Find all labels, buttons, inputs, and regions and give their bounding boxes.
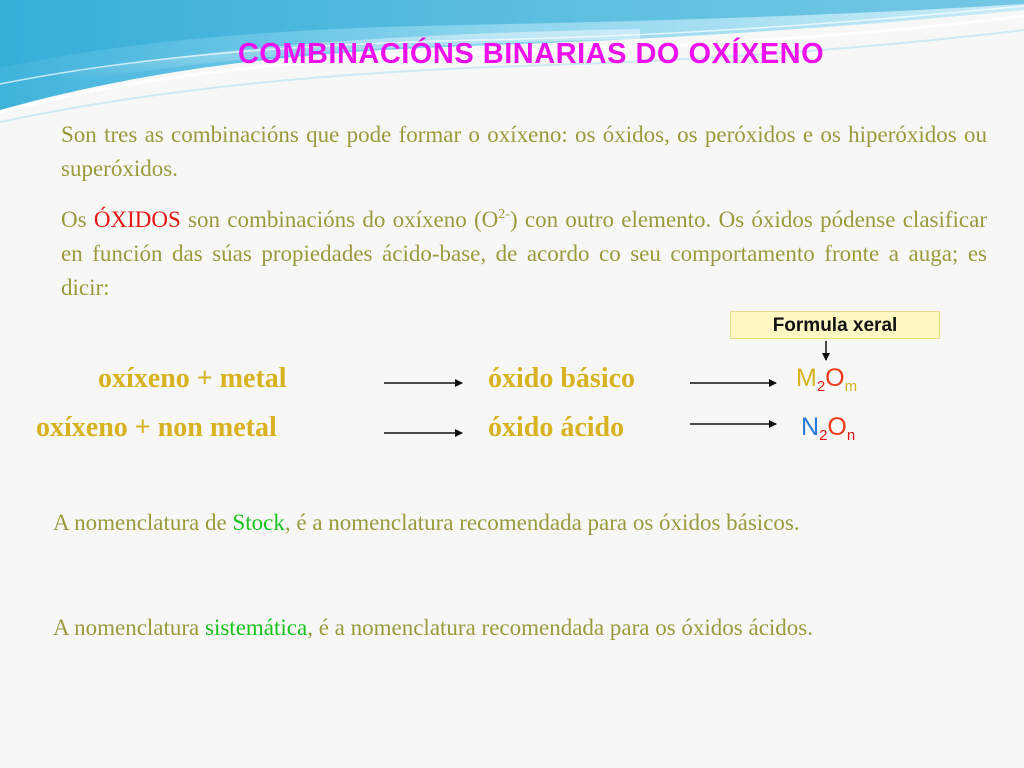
text-segment: ) con outro elemento. Os óxidos pódense clasificar en función das súas propiedades ácido-base, de acordo co seu comportamento fronte a auga; es dicir: [61, 207, 987, 300]
text-segment: Os [61, 207, 94, 232]
formula-element: M [796, 364, 817, 392]
formula-element: N [801, 413, 820, 441]
formula-subscript: 2 [819, 427, 828, 444]
reaction-2-reactants: oxíxeno + non metal [36, 412, 277, 443]
text-segment: son combinacións do oxíxeno (O [180, 207, 499, 232]
oxides-definition-paragraph [61, 203, 987, 305]
text-segment: A nomenclatura de [53, 510, 233, 535]
oxides-highlight: ÓXIDOS [93, 207, 181, 232]
stock-nomenclature-paragraph [53, 506, 987, 540]
general-formula-label: Formula xeral [730, 311, 940, 339]
formula-subscript: 2 [816, 378, 826, 395]
systematic-highlight: sistemática [205, 615, 308, 640]
formula-element: O [825, 364, 845, 392]
acidic-oxide-formula [801, 413, 855, 444]
reaction-1-reactants: oxíxeno + metal [98, 363, 287, 394]
text-segment: A nomenclatura [53, 615, 206, 640]
systematic-nomenclature-paragraph [53, 611, 987, 645]
formula-element: O [827, 413, 847, 441]
formula-subscript: n [846, 427, 856, 444]
formula-subscript: m [844, 378, 858, 395]
stock-highlight: Stock [232, 510, 285, 535]
slide-title: COMBINACIÓNS BINARIAS DO OXÍXENO [237, 38, 825, 70]
charge-superscript: 2- [498, 207, 510, 222]
reaction-1-product: óxido básico [488, 363, 636, 394]
reaction-2-product: óxido ácido [488, 412, 625, 443]
intro-paragraph: Son tres as combinacións que pode formar o oxíxeno: os óxidos, os peróxidos e os hiperóxidos ou superóxidos. [61, 122, 987, 181]
text-segment: , é a nomenclatura recomendada para os óxidos básicos. [284, 510, 800, 535]
text-segment: , é a nomenclatura recomendada para os óxidos ácidos. [307, 615, 814, 640]
basic-oxide-formula [796, 364, 857, 395]
